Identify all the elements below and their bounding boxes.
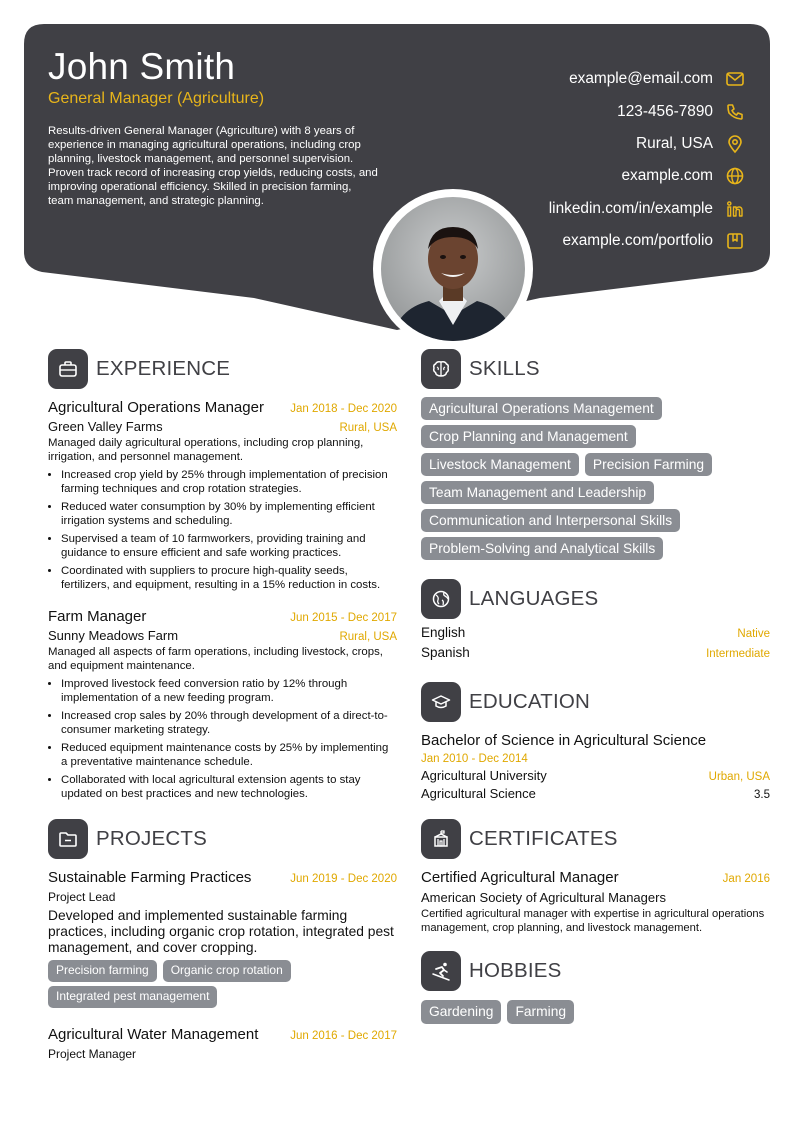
bullet-item: • Collaborated with local agricultural extension agents to stay updated on best practices and new technologies. [61, 773, 397, 801]
project-title: Sustainable Farming Practices [48, 869, 252, 886]
project-tag: Organic crop rotation [163, 960, 291, 982]
language-name: English [421, 625, 466, 640]
institution-icon [421, 819, 461, 859]
project-role: Project Lead [48, 890, 116, 904]
skill-tag: Livestock Management [421, 453, 579, 476]
job-role: General Manager (Agriculture) [48, 90, 265, 107]
hobby-tag: Gardening [421, 1000, 501, 1024]
school-name: Agricultural University [421, 768, 547, 783]
bullet-item: • Improved livestock feed conversion ratio by 12% through implementation of a new feeding program. [61, 677, 397, 705]
experience-section-header [48, 349, 397, 389]
languages-list [421, 625, 770, 665]
job-title: Agricultural Operations Manager [48, 399, 264, 416]
company-name: Sunny Meadows Farm [48, 628, 179, 643]
phone-icon [724, 101, 746, 123]
school-location: Urban, USA [708, 771, 770, 783]
project-dates: Jun 2019 - Dec 2020 [290, 873, 397, 885]
contact-email[interactable] [426, 63, 746, 95]
contact-portfolio-text[interactable]: example.com/portfolio [562, 232, 713, 250]
degree-name: Bachelor of Science in Agricultural Science [421, 732, 707, 749]
hobbies-title: HOBBIES [469, 959, 562, 982]
job-bullets [61, 677, 397, 801]
project-item [48, 1026, 397, 1061]
project-item [48, 869, 397, 1012]
bullet-item: • Supervised a team of 10 farmworkers, providing training and guidance to ensure efficient and safe working practices. [61, 532, 397, 560]
briefcase-icon [48, 349, 88, 389]
project-description: Developed and implemented sustainable farming practices, including organic crop rotation, integrated pest management, and cover cropping. [48, 908, 394, 955]
skill-tag: Problem-Solving and Analytical Skills [421, 537, 663, 560]
education-item [421, 732, 770, 801]
certificate-description: Certified agricultural manager with expertise in agricultural operations management, crop planning, and livestock management. [421, 908, 765, 934]
profile-summary: Results-driven General Manager (Agriculture) with 8 years of experience in managing agricultural operations, including crop planning, livestock management, and personnel supervision. Proven track record of increasing crop yields, reducing costs, and improving operational efficiency. Skilled in precision farming, team management, and strategic planning. [48, 125, 378, 207]
skills-list [421, 397, 770, 565]
languages-section-header [421, 579, 770, 619]
language-row [421, 645, 770, 665]
graduation-cap-icon [421, 682, 461, 722]
skill-tag: Team Management and Leadership [421, 481, 654, 504]
skills-title: SKILLS [469, 357, 540, 380]
project-role: Project Manager [48, 1047, 137, 1061]
contact-phone-text[interactable]: 123-456-7890 [617, 102, 713, 120]
hobby-tag: Farming [507, 1000, 574, 1024]
skills-section-header [421, 349, 770, 389]
bullet-item: • Increased crop yield by 25% through implementation of precision farming techniques and crop rotation strategies. [61, 468, 397, 496]
contact-linkedin-text[interactable]: linkedin.com/in/example [548, 199, 713, 217]
language-name: Spanish [421, 645, 470, 660]
experience-item [48, 608, 397, 801]
contact-email-text[interactable]: example@email.com [569, 70, 713, 88]
bullet-item: • Reduced water consumption by 30% by implementing efficient irrigation systems and scheduling. [61, 500, 397, 528]
bullet-item: • Coordinated with suppliers to procure high-quality seeds, fertilizers, and equipment, resulting in a 15% reduction in costs. [61, 564, 397, 592]
gpa: 3.5 [754, 789, 770, 801]
job-description: Managed daily agricultural operations, including crop planning, irrigation, and personnel management. [48, 437, 364, 463]
company-name: Green Valley Farms [48, 419, 163, 434]
language-icon [421, 579, 461, 619]
language-level: Native [737, 628, 770, 640]
left-column [48, 349, 397, 1061]
certificate-issuer: American Society of Agricultural Managers [421, 890, 666, 905]
contact-location-text: Rural, USA [636, 134, 713, 152]
job-bullets [61, 468, 397, 592]
project-tag: Integrated pest management [48, 986, 217, 1008]
education-dates: Jan 2010 - Dec 2014 [421, 753, 528, 765]
bullet-item: • Reduced equipment maintenance costs by 25% by implementing a preventative maintenance schedule. [61, 741, 397, 769]
bookmark-icon [724, 230, 746, 252]
globe-icon [724, 165, 746, 187]
experience-item [48, 399, 397, 592]
project-tags [48, 960, 397, 1012]
right-column [421, 349, 770, 1024]
project-dates: Jun 2016 - Dec 2017 [290, 1030, 397, 1042]
certificate-date: Jan 2016 [722, 873, 770, 885]
skill-tag: Agricultural Operations Management [421, 397, 662, 420]
skill-tag: Communication and Interpersonal Skills [421, 509, 680, 532]
company-location: Rural, USA [339, 631, 397, 643]
hobbies-section-header [421, 951, 770, 991]
education-title: EDUCATION [469, 690, 591, 713]
linkedin-icon [724, 198, 746, 220]
languages-title: LANGUAGES [469, 587, 599, 610]
education-section-header [421, 682, 770, 722]
language-level: Intermediate [706, 648, 770, 660]
job-dates: Jan 2018 - Dec 2020 [290, 403, 397, 415]
certificates-section-header [421, 819, 770, 859]
contact-location [426, 128, 746, 160]
bullet-item: • Increased crop sales by 20% through development of a direct-to-consumer marketing strategy. [61, 709, 397, 737]
projects-section-header [48, 819, 397, 859]
candidate-name: John Smith [48, 46, 236, 87]
projects-title: PROJECTS [96, 827, 207, 850]
contact-phone[interactable] [426, 95, 746, 127]
certificate-name: Certified Agricultural Manager [421, 869, 619, 886]
contact-website[interactable] [426, 160, 746, 192]
certificates-title: CERTIFICATES [469, 827, 618, 850]
job-dates: Jun 2015 - Dec 2017 [290, 612, 397, 624]
experience-title: EXPERIENCE [96, 357, 231, 380]
skill-tag: Precision Farming [585, 453, 712, 476]
skiing-icon [421, 951, 461, 991]
contact-website-text[interactable]: example.com [621, 167, 713, 185]
skill-tag: Crop Planning and Management [421, 425, 636, 448]
job-description: Managed all aspects of farm operations, including livestock, crops, and equipment maintenance. [48, 646, 383, 672]
location-pin-icon [724, 133, 746, 155]
mail-icon [724, 68, 746, 90]
certificate-item [421, 869, 770, 935]
profile-photo [381, 197, 525, 341]
brain-icon [421, 349, 461, 389]
language-row [421, 625, 770, 645]
field-of-study: Agricultural Science [421, 786, 536, 801]
job-title: Farm Manager [48, 608, 147, 625]
company-location: Rural, USA [339, 422, 397, 434]
folder-icon [48, 819, 88, 859]
project-tag: Precision farming [48, 960, 157, 982]
project-title: Agricultural Water Management [48, 1026, 259, 1043]
hobbies-list [421, 1000, 770, 1024]
